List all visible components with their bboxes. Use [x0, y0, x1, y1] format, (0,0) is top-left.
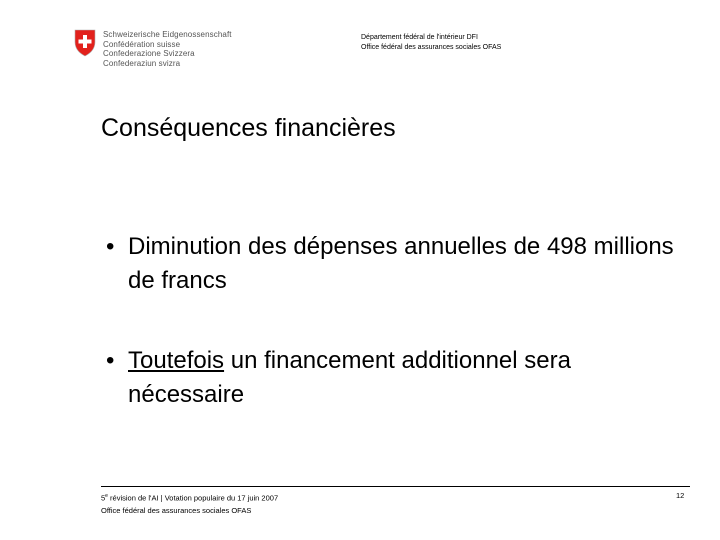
- footer-revision-number: 5: [101, 493, 106, 503]
- bullet-marker: •: [106, 233, 115, 260]
- page-number: 12: [676, 491, 685, 500]
- footer-divider: [101, 486, 690, 487]
- footer-line-2: Office fédéral des assurances sociales OFAS: [101, 505, 252, 515]
- bullet-text: Diminution des dépenses annuelles de 498 millions de francs: [128, 233, 674, 294]
- bullet-text: [106, 344, 676, 412]
- department-header: [361, 33, 501, 53]
- footer-revision-sup: e: [105, 493, 108, 499]
- confederation-name-fr: Confédération suisse: [103, 39, 181, 49]
- confederation-names: [103, 30, 232, 69]
- confederation-name-rm: Confederaziun svizra: [103, 59, 181, 69]
- footer-info: [101, 490, 278, 517]
- slide-title: Conséquences financières: [101, 114, 396, 142]
- bullet-text-rest: un financement additionnel sera nécessaire: [128, 347, 571, 408]
- bullet-item: [106, 344, 676, 412]
- swiss-emblem-icon: [73, 29, 97, 57]
- bullet-marker: •: [106, 347, 115, 374]
- confederation-name-de: Schweizerische Eidgenossenschaft: [103, 30, 232, 39]
- bullet-underlined-word: Toutefois: [128, 347, 225, 374]
- footer-revision-text: révision de l'AI | Votation populaire du 17 juin 2007: [107, 493, 279, 503]
- department-name: Département fédéral de l'intérieur DFI: [361, 34, 478, 41]
- office-name: Office fédéral des assurances sociales OFAS: [361, 44, 502, 51]
- confederation-name-it: Confederazione Svizzera: [103, 49, 195, 59]
- footer-line-1: [101, 490, 278, 505]
- bullet-item: [106, 230, 676, 298]
